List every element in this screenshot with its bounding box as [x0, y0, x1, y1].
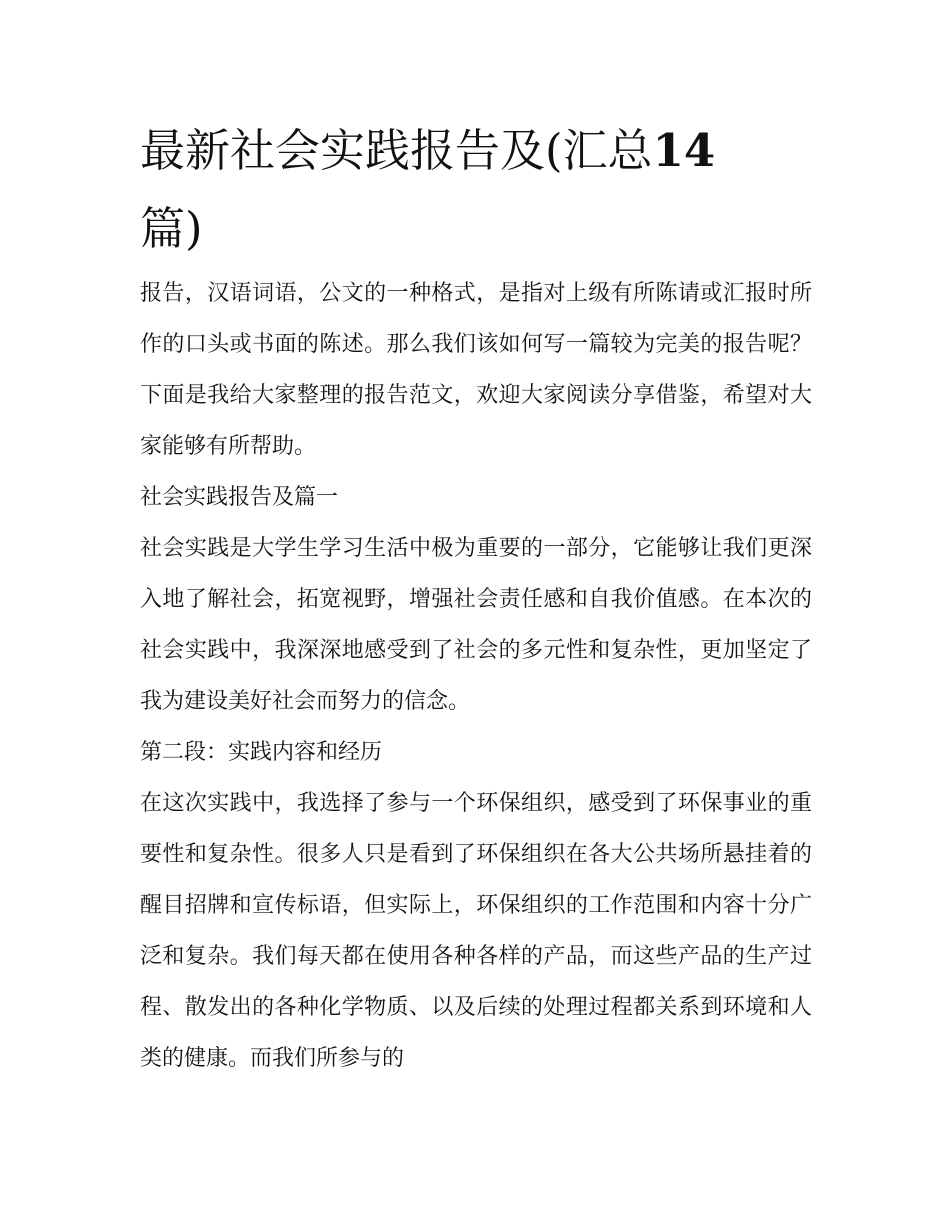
title-tail: 篇)	[140, 202, 203, 255]
body-paragraph-2: 在这次实践中，我选择了参与一个环保组织，感受到了环保事业的重要性和复杂性。很多人只是看到了环保组织在各大公共场所悬挂着的醒目招牌和宣传标语，但实际上，环保组织的工作范围和内容十分广泛和复杂。我们每天都在使用各种各样的产品，而这些产品的生产过程、散发出的各种化学物质、以及后续的处理过程都关系到环境和人类的健康。而我们所参与的	[140, 791, 812, 1071]
title-main: 最新社会实践报告及(汇总	[140, 124, 653, 177]
section-heading-1: 社会实践报告及篇一	[140, 485, 339, 510]
document-title	[140, 112, 812, 268]
document-body	[140, 112, 812, 1084]
body-paragraph-1: 社会实践是大学生学习生活中极为重要的一部分，它能够让我们更深入地了解社会，拓宽视野，增强社会责任感和自我价值感。在本次的社会实践中，我深深地感受到了社会的多元性和复杂性，更加坚定了我为建设美好社会而努力的信念。	[140, 536, 812, 714]
title-number: 14	[652, 124, 716, 177]
intro-paragraph: 报告，汉语词语，公文的一种格式，是指对上级有所陈请或汇报时所作的口头或书面的陈述。那么我们该如何写一篇较为完美的报告呢？下面是我给大家整理的报告范文，欢迎大家阅读分享借鉴，希望对大家能够有所帮助。	[140, 281, 812, 459]
section-heading-2: 第二段：实践内容和经历	[140, 740, 383, 765]
